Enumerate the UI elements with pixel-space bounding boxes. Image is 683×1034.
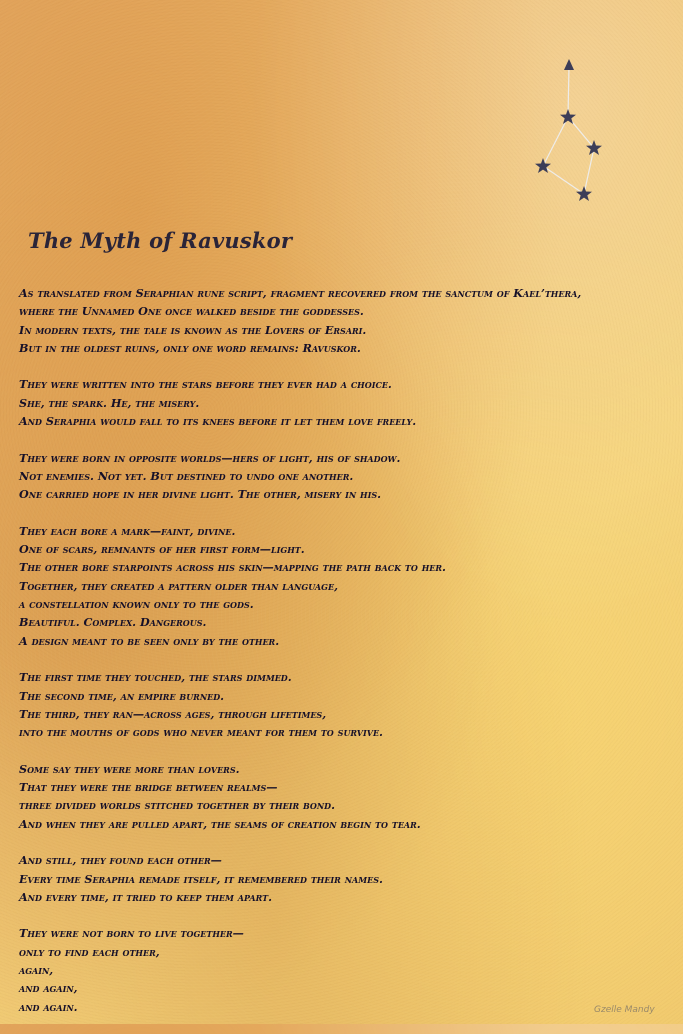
poem-line: They were not born to live together— (19, 926, 244, 941)
star-icon (535, 158, 551, 173)
poem-line: As translated from Seraphian rune script, fragment recovered from the sanctum of Kael’thera, (19, 286, 582, 300)
artist-signature: Gzelle Mandy (594, 1005, 655, 1015)
poem-line: They were written into the stars before they ever had a choice. (19, 377, 392, 392)
stanza (19, 760, 674, 833)
stanza (19, 668, 674, 741)
poem-line: where the Unnamed One once walked beside the goddesses. (19, 304, 364, 319)
stanza (19, 522, 674, 650)
poem-line: And Seraphia would fall to its knees before it let them love freely. (19, 414, 417, 429)
stanza (19, 284, 674, 357)
poem-line: They each bore a mark—faint, divine. (19, 523, 236, 538)
poem-line: Together, they created a pattern older than language, (19, 578, 338, 593)
poem-line: Some say they were more than lovers. (19, 761, 240, 776)
poem-line: She, the spark. He, the misery. (19, 395, 200, 410)
poem-line: three divided worlds stitched together by their bond. (19, 798, 336, 813)
poem-line: A design meant to be seen only by the other. (19, 633, 280, 648)
poem-line: The first time they touched, the stars dimmed. (19, 670, 292, 685)
poem-line: The third, they ran—across ages, through lifetimes, (19, 706, 327, 721)
poem-line: a constellation known only to the gods. (19, 597, 254, 612)
poem-line: And when they are pulled apart, the seams of creation begin to tear. (19, 816, 421, 831)
stanza (19, 924, 674, 1015)
poem-line: And every time, it tried to keep them apart. (19, 889, 272, 904)
poem-line: Every time Seraphia remade itself, it remembered their names. (19, 871, 383, 886)
poem-line: again, (19, 962, 54, 977)
poem-line: One of scars, remnants of her first form—light. (19, 542, 305, 557)
poem-line: Beautiful. Complex. Dangerous. (19, 615, 207, 630)
page-title: The Myth of Ravuskor (28, 228, 293, 253)
poem-line: into the mouths of gods who never meant for them to survive. (19, 725, 383, 740)
poem-line: and again. (19, 999, 78, 1014)
stanza (19, 449, 674, 504)
poem-line: They were born in opposite worlds—hers of light, his of shadow. (19, 450, 401, 465)
star-icon (576, 186, 592, 201)
star-icon (560, 109, 576, 124)
constellation-icon (520, 50, 640, 210)
star-icon (564, 59, 574, 70)
poem-line: But in the oldest ruins, only one word remains: Ravuskor. (19, 340, 361, 355)
stanza (19, 375, 674, 430)
poem-body (19, 284, 674, 1034)
stanza (19, 851, 674, 906)
poem-line: The second time, an empire burned. (19, 688, 225, 703)
poem-line: One carried hope in her divine light. The other, misery in his. (19, 487, 382, 502)
poem-line: The other bore starpoints across his skin—mapping the path back to her. (19, 560, 446, 575)
poem-line: That they were the bridge between realms— (19, 780, 278, 795)
poem-line: only to find each other, (19, 944, 160, 959)
poem-line: In modern texts, the tale is known as the Lovers of Ersari. (19, 322, 367, 337)
poem-line: and again, (19, 981, 78, 996)
poem-line: Not enemies. Not yet. But destined to undo one another. (19, 468, 354, 483)
poem-line: And still, they found each other— (19, 853, 222, 868)
